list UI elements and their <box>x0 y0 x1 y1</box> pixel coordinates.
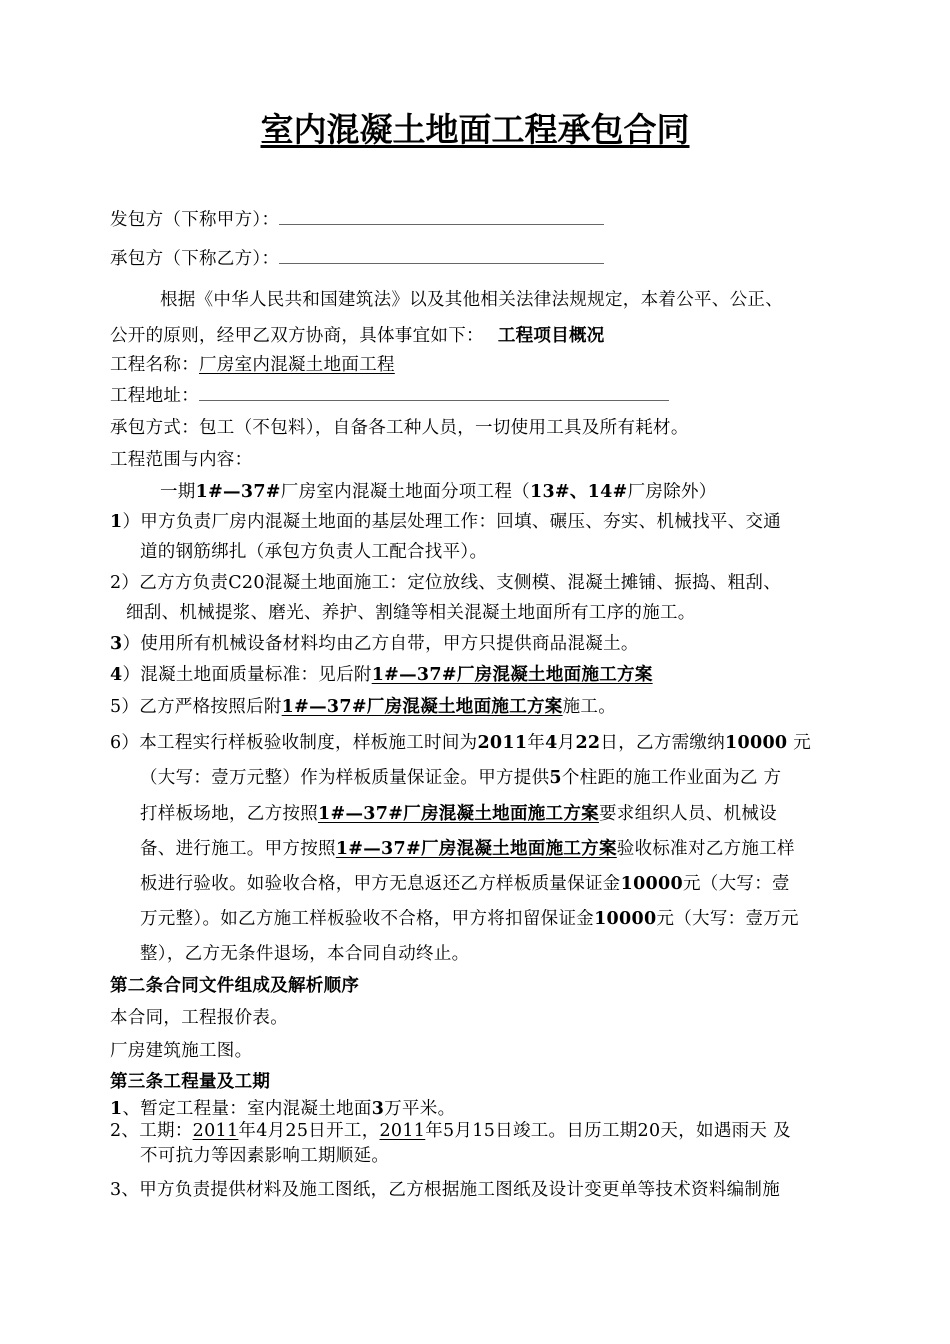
article-3-item-2-line-1: 2、工期：2011年4月25日开工，2011年5月15日竣工。日历工期20天，如遇雨天 及 <box>110 1121 791 1141</box>
item-4-line: 4）混凝土地面质量标准：见后附1#—37#厂房混凝土地面施工方案 <box>110 665 653 685</box>
article-3-item-1: 1、暂定工程量：室内混凝土地面3万平米。 <box>110 1099 456 1119</box>
section1-heading: 工程项目概况 <box>497 326 605 346</box>
item-2-line-1: 2）乙方方负责C20混凝土地面施工：定位放线、支侧模、混凝土摊铺、振捣、粗刮、 <box>110 573 781 593</box>
construction-plan-link: 1#—37#厂房混凝土地面施工方案 <box>371 665 653 685</box>
item-6-line-4: 备、进行施工。甲方按照1#—37#厂房混凝土地面施工方案验收标准对乙方施工样 <box>140 839 795 859</box>
scope-label: 工程范围与内容： <box>110 450 253 470</box>
project-name-value: 厂房室内混凝土地面工程 <box>199 355 395 375</box>
item-6-line-6: 万元整）。如乙方施工样板验收不合格，甲方将扣留保证金10000元（大写：壹万元 <box>140 909 799 929</box>
article-3-item-2-line-2: 不可抗力等因素影响工期顺延。 <box>140 1146 390 1166</box>
article-2-line-2: 厂房建筑施工图。 <box>110 1041 253 1061</box>
project-address-blank[interactable] <box>199 386 669 401</box>
item-6-line-7: 整），乙方无条件退场，本合同自动终止。 <box>140 944 470 964</box>
party-a-blank[interactable] <box>279 210 604 225</box>
scope-line: 一期1#—37#厂房室内混凝土地面分项工程（13#、14#厂房除外） <box>160 482 717 502</box>
construction-plan-link: 1#—37#厂房混凝土地面施工方案 <box>281 697 563 717</box>
item-2-line-2: 细刮、机械提浆、磨光、养护、割缝等相关混凝土地面所有工序的施工。 <box>126 603 696 623</box>
article-3-heading: 第三条工程量及工期 <box>110 1072 271 1092</box>
contract-mode-line: 承包方式：包工（不包料），自备各工种人员，一切使用工具及所有耗材。 <box>110 418 689 438</box>
article-2-line-1: 本合同，工程报价表。 <box>110 1008 288 1028</box>
construction-plan-link: 1#—37#厂房混凝土地面施工方案 <box>318 804 599 824</box>
construction-plan-link: 1#—37#厂房混凝土地面施工方案 <box>335 839 617 859</box>
item-1-line-1: 1）甲方负责厂房内混凝土地面的基层处理工作：回填、碾压、夯实、机械找平、交通 <box>110 512 782 532</box>
item-3-line: 3）使用所有机械设备材料均由乙方自带，甲方只提供商品混凝土。 <box>110 634 639 654</box>
project-address-line: 工程地址： <box>110 383 669 409</box>
article-3-item-3: 3、甲方负责提供材料及施工图纸，乙方根据施工图纸及设计变更单等技术资料编制施 <box>110 1180 781 1200</box>
item-1-line-2: 道的钢筋绑扎（承包方负责人工配合找平）。 <box>140 542 488 562</box>
document-title: 室内混凝土地面工程承包合同 <box>260 110 690 149</box>
party-b-blank[interactable] <box>279 249 604 264</box>
article-2-heading: 第二条合同文件组成及解析顺序 <box>110 976 360 996</box>
item-6-line-1: 6）本工程实行样板验收制度，样板施工时间为2011年4月22日，乙方需缴纳10000 元 <box>110 733 812 753</box>
party-a-line: 发包方（下称甲方）： <box>110 207 604 233</box>
project-name-line: 工程名称：厂房室内混凝土地面工程 <box>110 355 395 375</box>
intro-line-2: 公开的原则，经甲乙双方协商，具体事宜如下： 工程项目概况 <box>110 326 605 346</box>
item-6-line-2: （大写：壹万元整）作为样板质量保证金。甲方提供5个柱距的施工作业面为乙 方 <box>140 768 782 788</box>
item-6-line-3: 打样板场地，乙方按照1#—37#厂房混凝土地面施工方案要求组织人员、机械设 <box>140 804 777 824</box>
item-5-line: 5）乙方严格按照后附1#—37#厂房混凝土地面施工方案施工。 <box>110 697 617 717</box>
intro-line-1: 根据《中华人民共和国建筑法》以及其他相关法律法规规定，本着公平、公正、 <box>160 290 783 310</box>
party-b-line: 承包方（下称乙方）： <box>110 246 604 272</box>
item-6-line-5: 板进行验收。如验收合格，甲方无息返还乙方样板质量保证金10000元（大写：壹 <box>140 874 790 894</box>
